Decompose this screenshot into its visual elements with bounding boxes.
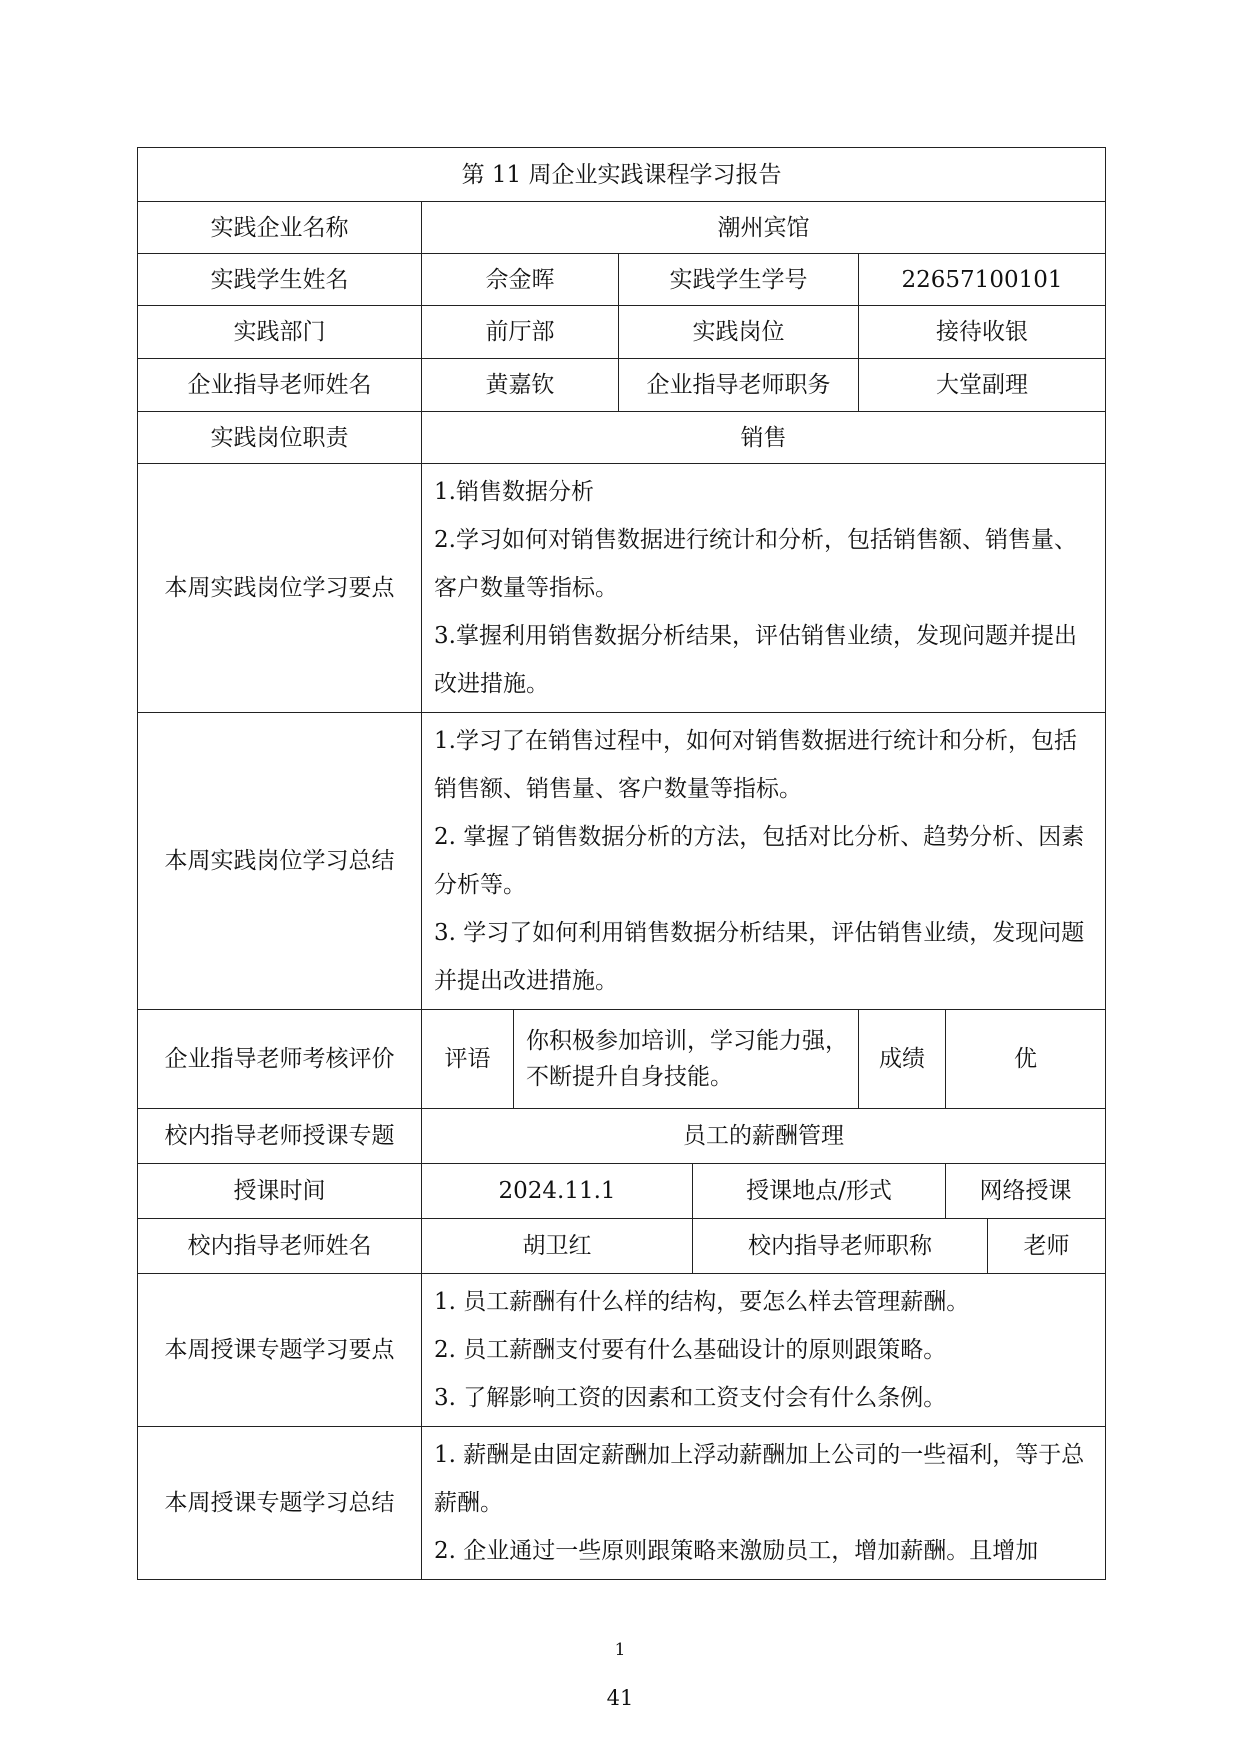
lecture-summary-label: 本周授课专题学习总结 [138, 1427, 422, 1580]
company-value: 潮州宾馆 [422, 202, 1106, 254]
key-points-label: 本周实践岗位学习要点 [138, 464, 422, 713]
dept-value: 前厅部 [422, 306, 619, 359]
post-label: 实践岗位 [619, 306, 859, 359]
student-name-value: 佘金晖 [422, 254, 619, 306]
lecture-point-3: 3. 了解影响工资的因素和工资支付会有什么条例。 [434, 1385, 947, 1411]
teacher-title-label: 校内指导老师职称 [693, 1219, 988, 1274]
grade-value: 优 [946, 1010, 1106, 1109]
company-label: 实践企业名称 [138, 202, 422, 254]
comment-label: 评语 [422, 1010, 514, 1109]
page-number-inner: 1 [614, 1640, 626, 1660]
teacher-name-label: 校内指导老师姓名 [138, 1219, 422, 1274]
report-table [137, 147, 1106, 1580]
lecture-place-value: 网络授课 [946, 1164, 1106, 1219]
post-value: 接待收银 [859, 306, 1106, 359]
lecture-time-value: 2024.11.1 [422, 1164, 693, 1219]
lecture-topic-value: 员工的薪酬管理 [422, 1109, 1106, 1164]
evaluation-label: 企业指导老师考核评价 [138, 1010, 422, 1109]
mentor-name-label: 企业指导老师姓名 [138, 359, 422, 412]
duty-label: 实践岗位职责 [138, 412, 422, 464]
summary-3: 3. 学习了如何利用销售数据分析结果，评估销售业绩，发现问题并提出改进措施。 [434, 920, 1085, 994]
lecture-topic-label: 校内指导老师授课专题 [138, 1109, 422, 1164]
key-point-3: 3.掌握利用销售数据分析结果，评估销售业绩，发现问题并提出改进措施。 [434, 623, 1077, 697]
key-point-2: 2.学习如何对销售数据进行统计和分析，包括销售额、销售量、客户数量等指标。 [434, 527, 1077, 601]
summary-1: 1.学习了在销售过程中，如何对销售数据进行统计和分析，包括销售额、销售量、客户数量等指标。 [434, 728, 1077, 802]
lecture-place-label: 授课地点/形式 [693, 1164, 946, 1219]
lecture-points-label: 本周授课专题学习要点 [138, 1274, 422, 1427]
student-name-label: 实践学生姓名 [138, 254, 422, 306]
lecture-summary-1: 1. 薪酬是由固定薪酬加上浮动薪酬加上公司的一些福利，等于总薪酬。 [434, 1442, 1085, 1516]
lecture-point-1: 1. 员工薪酬有什么样的结构，要怎么样去管理薪酬。 [434, 1289, 970, 1315]
teacher-title-value: 老师 [988, 1219, 1106, 1274]
dept-label: 实践部门 [138, 306, 422, 359]
page-number-outer: 41 [606, 1686, 634, 1710]
summary-cell [422, 713, 1106, 1010]
summary-2: 2. 掌握了销售数据分析的方法，包括对比分析、趋势分析、因素分析等。 [434, 824, 1085, 898]
grade-label: 成绩 [859, 1010, 946, 1109]
duty-value: 销售 [422, 412, 1106, 464]
teacher-name-value: 胡卫红 [422, 1219, 693, 1274]
comment-value: 你积极参加培训，学习能力强，不断提升自身技能。 [514, 1010, 859, 1109]
lecture-point-2: 2. 员工薪酬支付要有什么基础设计的原则跟策略。 [434, 1337, 947, 1363]
lecture-summary-cell [422, 1427, 1106, 1580]
key-point-1: 1.销售数据分析 [434, 479, 594, 505]
report-title: 第 11 周企业实践课程学习报告 [138, 148, 1106, 202]
summary-label: 本周实践岗位学习总结 [138, 713, 422, 1010]
mentor-title-label: 企业指导老师职务 [619, 359, 859, 412]
mentor-name-value: 黄嘉钦 [422, 359, 619, 412]
student-id-value: 22657100101 [859, 254, 1106, 306]
student-id-label: 实践学生学号 [619, 254, 859, 306]
lecture-time-label: 授课时间 [138, 1164, 422, 1219]
lecture-points-cell [422, 1274, 1106, 1427]
key-points-cell [422, 464, 1106, 713]
mentor-title-value: 大堂副理 [859, 359, 1106, 412]
lecture-summary-2: 2. 企业通过一些原则跟策略来激励员工，增加薪酬。且增加 [434, 1538, 1039, 1564]
